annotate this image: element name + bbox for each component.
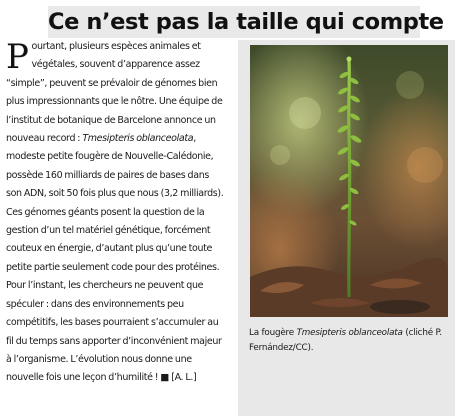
caption-text-b: (cliché P. Fernández/CC). [249, 328, 442, 353]
article-text-1b: , modeste petite fougère de Nouvelle-Calédonie, possède 160 milliards de paires de bases dans son ADN, soit 50 fois plus que nous (3,2 milliards). Ces génomes géants posent la question de la gestion d’un tel matériel génétique, forcément couteux en énergie, d’autant plus qu’une toute petite partie seulement code pour des protéines. [6, 133, 224, 273]
fern-photo [250, 45, 448, 317]
article-text-1a: ourtant, plusieurs espèces animales et végétales, souvent d’apparence assez “simple”, peuvent se prévaloir de génomes bien plus impressionnants que le nôtre. Une équipe de l’institut de botanique de Barcelone annonce un nouveau record : [6, 41, 223, 145]
species-name: Tmesipteris oblanceolata [82, 133, 194, 145]
article-paragraph-1 [6, 38, 224, 277]
caption-text-a: La fougère [249, 328, 297, 338]
article-paragraph-2: Pour l’instant, les chercheurs ne peuvent que spéculer : dans des environnements peu compétitifs, les bases pourraient s’accumuler au fil du temps sans apporter d’inconvénient majeur à l’organisme. L’évolution nous donne une nouvelle fois une leçon d’humilité ! ■ [A. L.] [6, 280, 222, 384]
photo-caption [249, 326, 449, 356]
headline: Ce n’est pas la taille qui compte [48, 6, 420, 38]
photo-sidebar [238, 40, 455, 416]
article-body [6, 38, 224, 388]
drop-cap: P [6, 37, 29, 77]
caption-species: Tmesipteris oblanceolata [296, 328, 403, 338]
